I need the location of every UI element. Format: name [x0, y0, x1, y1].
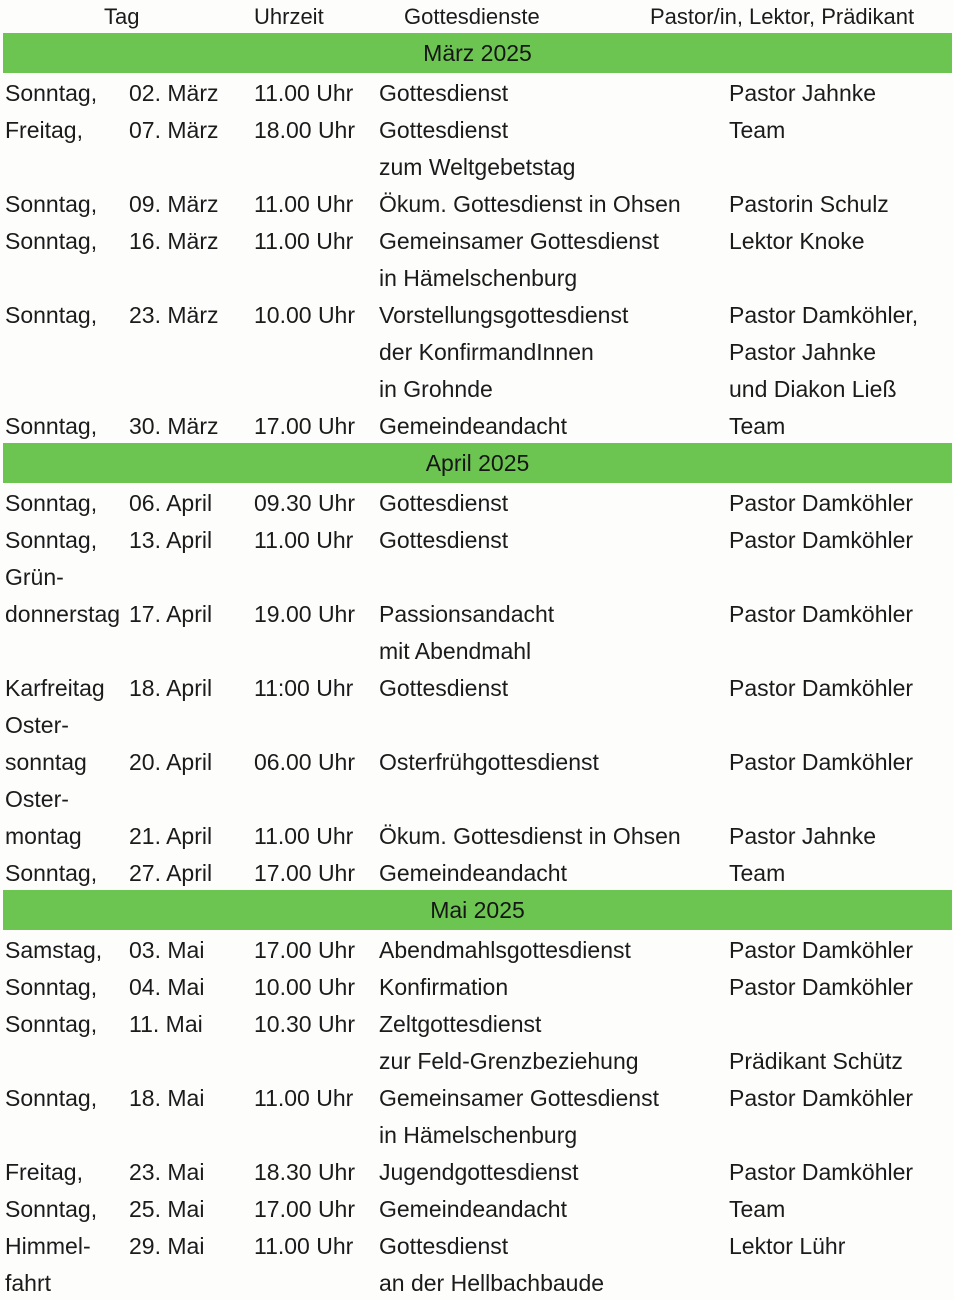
time-cell: 10.30 Uhr	[254, 1011, 356, 1037]
table-row	[0, 705, 954, 742]
table-row	[0, 1115, 954, 1152]
month-header: März 2025	[3, 33, 952, 73]
date-cell: 17. April	[129, 601, 213, 627]
pastor-cell: Pastor Jahnke	[729, 80, 877, 106]
service-cell: zur Feld-Grenzbeziehung	[379, 1048, 639, 1074]
header-time: Uhrzeit	[254, 4, 324, 29]
day-cell: Sonntag,	[5, 302, 98, 328]
time-cell: 19.00 Uhr	[254, 601, 356, 627]
date-cell: 21. April	[129, 823, 213, 849]
table-row	[0, 557, 954, 594]
service-cell: Gemeindeandacht	[379, 860, 567, 886]
time-cell: 06.00 Uhr	[254, 749, 356, 775]
pastor-cell: Team	[729, 413, 786, 439]
time-cell: 18.30 Uhr	[254, 1159, 356, 1185]
service-cell: mit Abendmahl	[379, 638, 532, 664]
time-cell: 10.00 Uhr	[254, 302, 356, 328]
time-cell: 11.00 Uhr	[254, 191, 354, 217]
date-cell: 27. April	[129, 860, 213, 886]
time-cell: 17.00 Uhr	[254, 413, 356, 439]
table-row	[0, 1078, 954, 1115]
date-cell: 13. April	[129, 527, 213, 553]
table-row	[0, 1263, 954, 1300]
table-row	[0, 73, 954, 110]
time-cell: 11.00 Uhr	[254, 1233, 354, 1259]
time-cell: 18.00 Uhr	[254, 117, 356, 143]
service-cell: Gottesdienst	[379, 1233, 509, 1259]
table-row	[0, 1189, 954, 1226]
service-cell: Gemeindeandacht	[379, 413, 567, 439]
table-row	[0, 1226, 954, 1263]
date-cell: 07. März	[129, 117, 219, 143]
pastor-cell: und Diakon Ließ	[729, 376, 897, 402]
date-cell: 16. März	[129, 228, 219, 254]
service-cell: in Hämelschenburg	[379, 265, 578, 291]
header-day: Tag	[104, 4, 140, 29]
pastor-cell: Pastor Damköhler	[729, 675, 914, 701]
table-row	[0, 816, 954, 853]
table-row	[0, 668, 954, 705]
day-cell: Sonntag,	[5, 860, 98, 886]
pastor-cell: Pastor Damköhler	[729, 974, 914, 1000]
service-cell: der KonfirmandInnen	[379, 339, 594, 365]
day-cell: Sonntag,	[5, 527, 98, 553]
day-cell: Sonntag,	[5, 1085, 98, 1111]
table-row	[0, 594, 954, 631]
day-cell: Sonntag,	[5, 1196, 98, 1222]
table-row	[0, 1004, 954, 1041]
table-row	[0, 110, 954, 147]
day-cell: Sonntag,	[5, 80, 98, 106]
service-cell: Konfirmation	[379, 974, 509, 1000]
service-cell: in Grohnde	[379, 376, 493, 402]
pastor-cell: Pastor Damköhler	[729, 490, 914, 516]
table-row	[0, 369, 954, 406]
time-cell: 17.00 Uhr	[254, 937, 356, 963]
table-header	[0, 0, 954, 33]
date-cell: 29. Mai	[129, 1233, 205, 1259]
pastor-cell: Pastor Damköhler	[729, 749, 914, 775]
time-cell: 10.00 Uhr	[254, 974, 356, 1000]
pastor-cell: Pastor Damköhler	[729, 527, 914, 553]
time-cell: 09.30 Uhr	[254, 490, 356, 516]
table-row	[0, 221, 954, 258]
month-header: April 2025	[3, 443, 952, 483]
day-cell: Himmel-	[5, 1233, 91, 1259]
table-row	[0, 147, 954, 184]
service-cell: Vorstellungsgottesdienst	[379, 302, 629, 328]
date-cell: 30. März	[129, 413, 219, 439]
day-cell: Sonntag,	[5, 1011, 98, 1037]
day-cell: Sonntag,	[5, 974, 98, 1000]
pastor-cell: Pastor Jahnke	[729, 339, 877, 365]
service-cell: Ökum. Gottesdienst in Ohsen	[379, 191, 681, 217]
table-row	[0, 184, 954, 221]
pastor-cell: Pastor Damköhler,	[729, 302, 919, 328]
time-cell: 11.00 Uhr	[254, 823, 354, 849]
service-cell: Gemeinsamer Gottesdienst	[379, 1085, 659, 1111]
pastor-cell: Pastor Damköhler	[729, 937, 914, 963]
day-cell: Freitag,	[5, 117, 83, 143]
date-cell: 25. Mai	[129, 1196, 205, 1222]
pastor-cell: Pastorin Schulz	[729, 191, 889, 217]
time-cell: 11.00 Uhr	[254, 80, 354, 106]
date-cell: 11. Mai	[129, 1011, 203, 1037]
service-cell: zum Weltgebetstag	[379, 154, 576, 180]
pastor-cell: Pastor Damköhler	[729, 1159, 914, 1185]
pastor-cell: Lektor Lühr	[729, 1233, 846, 1259]
date-cell: 23. Mai	[129, 1159, 205, 1185]
pastor-cell: Team	[729, 1196, 786, 1222]
date-cell: 09. März	[129, 191, 219, 217]
service-cell: Osterfrühgottesdienst	[379, 749, 599, 775]
service-cell: an der Hellbachbaude	[379, 1270, 605, 1296]
table-row	[0, 1152, 954, 1189]
day-cell: Sonntag,	[5, 413, 98, 439]
time-cell: 17.00 Uhr	[254, 1196, 356, 1222]
service-cell: Passionsandacht	[379, 601, 555, 627]
date-cell: 06. April	[129, 490, 213, 516]
service-cell: Gemeindeandacht	[379, 1196, 567, 1222]
service-cell: Jugendgottesdienst	[379, 1159, 579, 1185]
service-cell: Ökum. Gottesdienst in Ohsen	[379, 823, 681, 849]
day-cell: Oster-	[5, 786, 69, 812]
day-cell: Freitag,	[5, 1159, 83, 1185]
day-cell: donnerstag	[5, 601, 121, 627]
table-row	[0, 520, 954, 557]
date-cell: 18. Mai	[129, 1085, 205, 1111]
table-row	[0, 779, 954, 816]
day-cell: Grün-	[5, 564, 64, 590]
date-cell: 23. März	[129, 302, 219, 328]
table-row	[0, 483, 954, 520]
day-cell: montag	[5, 823, 82, 849]
date-cell: 03. Mai	[129, 937, 205, 963]
table-row	[0, 930, 954, 967]
time-cell: 11.00 Uhr	[254, 527, 354, 553]
service-cell: in Hämelschenburg	[379, 1122, 578, 1148]
pastor-cell: Lektor Knoke	[729, 228, 865, 254]
table-row	[0, 332, 954, 369]
table-row	[0, 742, 954, 779]
table-row	[0, 1041, 954, 1078]
month-header: Mai 2025	[3, 890, 952, 930]
day-cell: Karfreitag	[5, 675, 105, 701]
day-cell: Oster-	[5, 712, 69, 738]
service-cell: Gottesdienst	[379, 117, 509, 143]
service-cell: Gemeinsamer Gottesdienst	[379, 228, 659, 254]
header-pastor: Pastor/in, Lektor, Prädikant	[650, 4, 915, 29]
day-cell: Samstag,	[5, 937, 103, 963]
day-cell: fahrt	[5, 1270, 52, 1296]
time-cell: 17.00 Uhr	[254, 860, 356, 886]
table-row	[0, 967, 954, 1004]
pastor-cell: Pastor Damköhler	[729, 1085, 914, 1111]
day-cell: Sonntag,	[5, 191, 98, 217]
schedule-sections	[0, 33, 954, 1300]
day-cell: Sonntag,	[5, 490, 98, 516]
date-cell: 18. April	[129, 675, 213, 701]
date-cell: 20. April	[129, 749, 213, 775]
day-cell: Sonntag,	[5, 228, 98, 254]
table-row	[0, 295, 954, 332]
service-cell: Gottesdienst	[379, 527, 509, 553]
date-cell: 02. März	[129, 80, 219, 106]
header-service: Gottesdienste	[404, 4, 540, 29]
table-row	[0, 258, 954, 295]
table-row	[0, 631, 954, 668]
time-cell: 11.00 Uhr	[254, 228, 354, 254]
table-row	[0, 406, 954, 443]
pastor-cell: Team	[729, 860, 786, 886]
table-row	[0, 853, 954, 890]
pastor-cell: Pastor Jahnke	[729, 823, 877, 849]
pastor-cell: Pastor Damköhler	[729, 601, 914, 627]
time-cell: 11.00 Uhr	[254, 1085, 354, 1111]
pastor-cell: Prädikant Schütz	[729, 1048, 903, 1074]
service-cell: Gottesdienst	[379, 80, 509, 106]
service-cell: Zeltgottesdienst	[379, 1011, 542, 1037]
service-cell: Gottesdienst	[379, 490, 509, 516]
day-cell: sonntag	[5, 749, 87, 775]
time-cell: 11:00 Uhr	[254, 675, 354, 701]
date-cell: 04. Mai	[129, 974, 205, 1000]
pastor-cell: Team	[729, 117, 786, 143]
service-cell: Gottesdienst	[379, 675, 509, 701]
service-cell: Abendmahlsgottesdienst	[379, 937, 631, 963]
